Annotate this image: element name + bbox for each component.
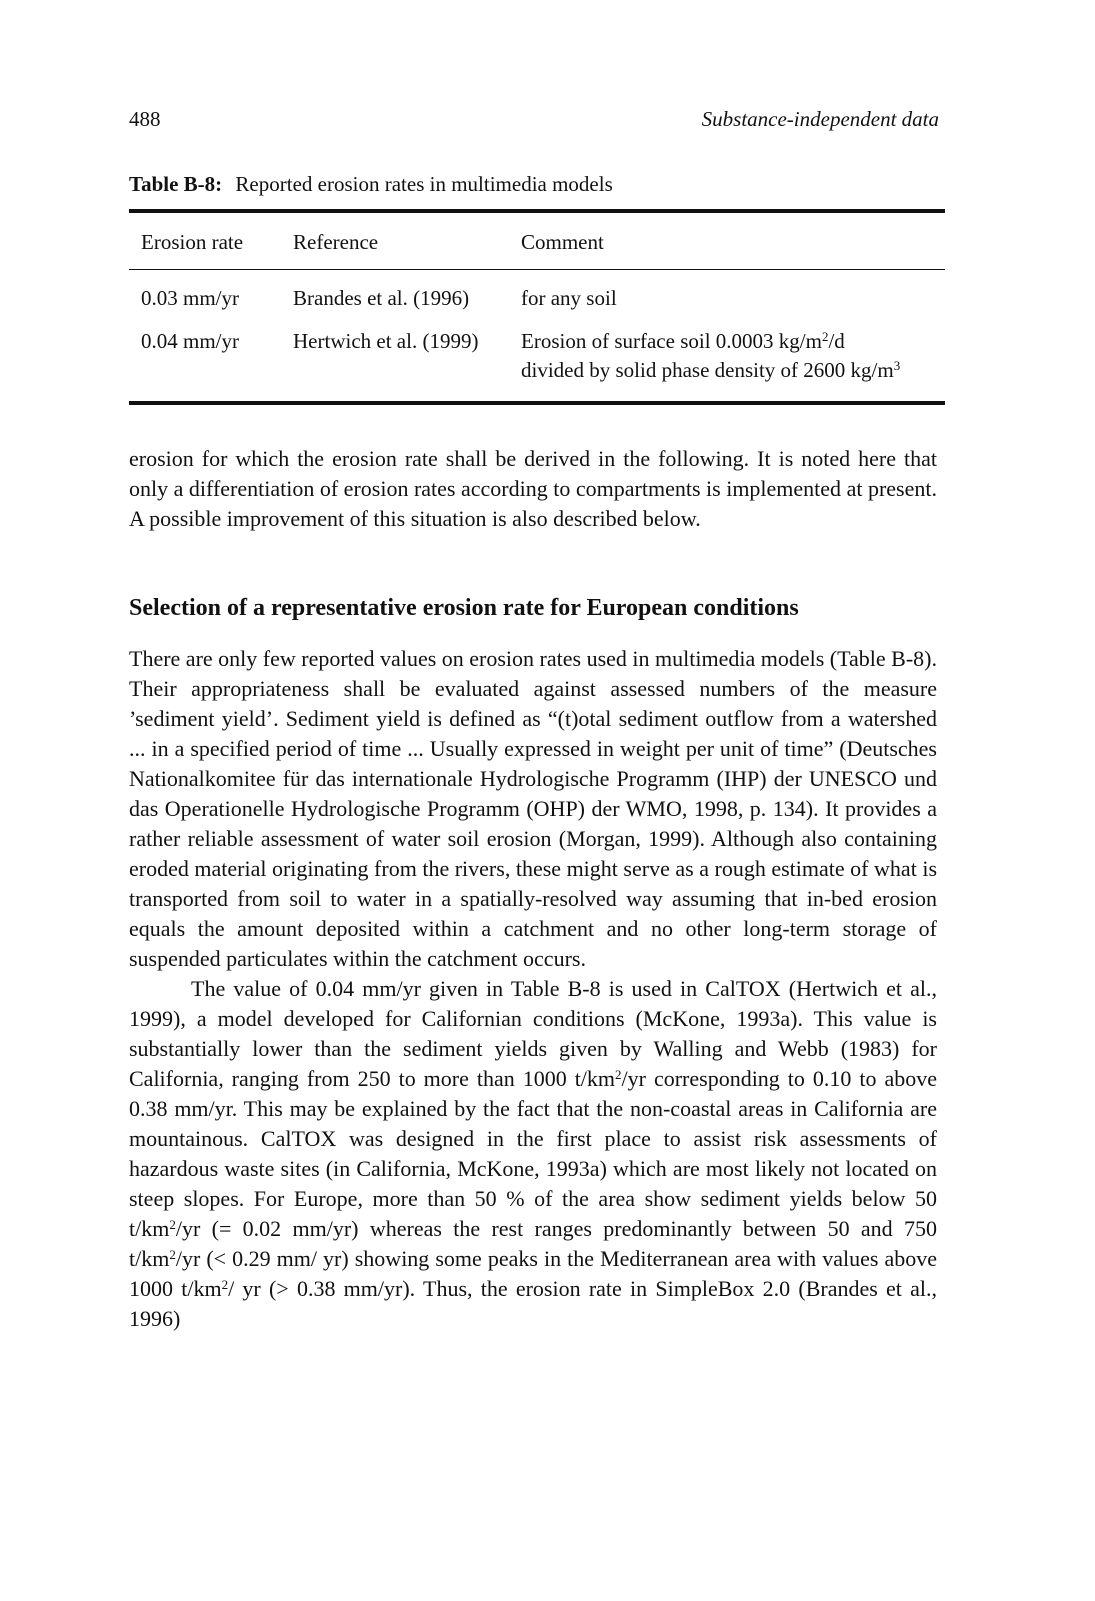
erosion-rate-table xyxy=(129,209,945,405)
superscript: 3 xyxy=(893,358,901,373)
cell-erosion-rate: 0.04 mm/yr xyxy=(141,329,239,353)
superscript: 2 xyxy=(821,329,829,344)
paragraph: erosion for which the erosion rate shall be derived in the following. It is noted here that only a differentiation of erosion rates according to compartments is implemented at present. A possible improvement of this situation is also described below. xyxy=(129,446,937,531)
table-row xyxy=(129,270,945,314)
paragraph-text: / yr (> 0.38 mm/yr). Thus, the erosion rate in SimpleBox 2.0 (Brandes et al., 1996) xyxy=(129,1276,937,1331)
cell-reference: Hertwich et al. (1999) xyxy=(293,329,479,353)
cell-comment xyxy=(521,313,945,403)
superscript: 2 xyxy=(169,1247,176,1262)
paragraph-text: The value of 0.04 mm/yr given in Table B-8 is used in CalTOX (Hertwich et al., 1999), a model developed for Californian conditions (McKone, 1993a). This value is substantially lower than the sediment yields given by Walling and Webb (1983) for California, ranging from 250 to more than 1000 t/km xyxy=(129,976,937,1091)
comment-text: Erosion of surface soil 0.0003 kg/m xyxy=(521,329,822,353)
column-header-erosion-rate: Erosion rate xyxy=(141,230,244,254)
cell-comment: for any soil xyxy=(521,286,617,310)
paragraph-text: /yr corresponding to 0.10 to above 0.38 mm/yr. This may be explained by the fact that the non-coastal areas in California are mountainous. CalTOX was designed in the first place to assist risk assessments of hazardous waste sites (in California, McKone, 1993a) which are most likely not located on steep slopes. For Europe, more than 50 % of the area show sediment yields below 50 t/km xyxy=(129,1066,937,1241)
continued-paragraph xyxy=(129,444,937,534)
superscript: 2 xyxy=(169,1217,176,1232)
superscript: 2 xyxy=(615,1067,622,1082)
table-caption-label: Table B-8: xyxy=(129,172,223,196)
column-header-reference: Reference xyxy=(293,230,379,254)
paragraph-text: /yr (< 0.29 mm/ yr) showing some peaks in the Mediterranean area with values above 1000 t/km xyxy=(129,1246,937,1301)
running-title: Substance-independent data xyxy=(701,107,939,131)
cell-reference: Brandes et al. (1996) xyxy=(293,286,470,310)
table-caption xyxy=(129,170,949,198)
superscript: 2 xyxy=(221,1277,229,1292)
table-row xyxy=(129,313,945,403)
comment-text: /d xyxy=(828,329,845,353)
cell-erosion-rate: 0.03 mm/yr xyxy=(141,286,239,310)
paragraph xyxy=(129,974,937,1334)
paragraph-text: /yr (= 0.02 mm/yr) whereas the rest ranges predominantly between 50 and 750 t/km xyxy=(129,1216,937,1271)
comment-text: divided by solid phase density of 2600 kg/m xyxy=(521,358,894,382)
column-header-comment: Comment xyxy=(521,230,604,254)
section-heading: Selection of a representative erosion rate for European conditions xyxy=(129,595,799,621)
section-body xyxy=(129,644,937,1334)
table-header-row xyxy=(129,211,945,270)
page-number: 488 xyxy=(129,107,161,131)
paragraph: There are only few reported values on erosion rates used in multimedia models (Table B-8). Their appropriateness shall be evaluated against assessed numbers of the measure ’sediment yield’. Sediment yield is defined as “(t)otal sediment outflow from a watershed ... in a specified period of time ... Usually expressed in weight per unit of time” (Deutsches Nationalkomitee für das internationale Hydrologische Programm (IHP) der UNESCO und das Operationelle Hydrologische Programm (OHP) der WMO, 1998, p. 134). It provides a rather reliable assessment of water soil erosion (Morgan, 1999). Although also containing eroded material originating from the rivers, these might serve as a rough estimate of what is transported from soil to water in a spatially-resolved way assuming that in-bed erosion equals the amount deposited within a catchment and no other long-term storage of suspended particulates within the catchment occurs. xyxy=(129,646,937,971)
table-caption-text: Reported erosion rates in multimedia models xyxy=(235,172,613,196)
